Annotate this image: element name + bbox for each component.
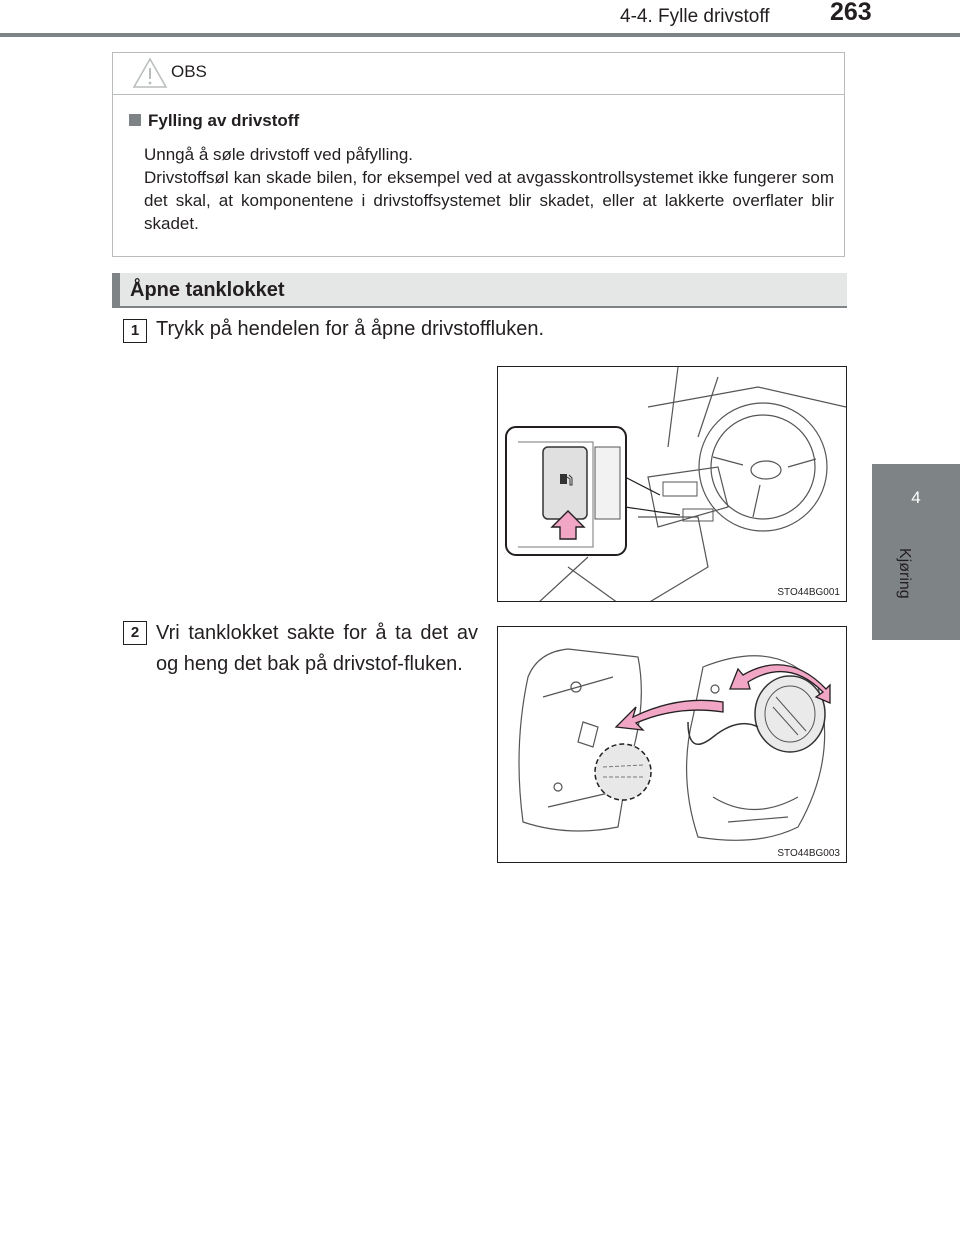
section-accent [112, 273, 120, 308]
section-heading-bar [112, 273, 847, 308]
bullet-square-icon [129, 114, 141, 126]
figure-fuel-door-lever [497, 366, 847, 602]
notice-body [144, 143, 834, 235]
notice-box [112, 52, 845, 257]
dashboard-illustration [498, 367, 847, 602]
step-text: Trykk på hendelen for å åpne drivstoffluken. [156, 318, 545, 340]
notice-subheading-text: Fylling av drivstoff [148, 111, 300, 130]
figure-code: STO44BG001 [777, 587, 840, 598]
notice-paragraph: Unngå å søle drivstoff ved påfylling. [144, 145, 413, 164]
running-header-section: 4-4. Fylle drivstoff [620, 6, 770, 27]
step-number: 1 [123, 319, 147, 343]
fuel-pump-icon [560, 474, 572, 485]
notice-paragraph: Drivstoffsøl kan skade bilen, for eksempel ved at avgasskontrollsystemet ikke fungerer som det skal, at komponentene i drivstoffsystemet blir skadet, eller at lakkerte overflater blir skadet. [144, 168, 834, 233]
header-rule [0, 33, 960, 37]
chapter-number: 4 [911, 488, 921, 507]
figure-code: STO44BG003 [777, 848, 840, 859]
step-number: 2 [123, 621, 147, 645]
warning-triangle-icon [132, 57, 168, 89]
page-number: 263 [830, 0, 872, 26]
chapter-label: Kjøring [896, 548, 913, 599]
section-title: Åpne tanklokket [130, 279, 285, 301]
step-text: Vri tanklokket sakte for å ta det av og heng det bak på drivstof-fluken. [156, 622, 478, 675]
notice-title: OBS [171, 62, 207, 81]
fuel-cap-illustration [498, 627, 847, 863]
notice-header [113, 53, 844, 95]
fuel-cap-icon [755, 676, 825, 752]
notice-subheading [129, 111, 299, 131]
figure-fuel-cap-removal [497, 626, 847, 863]
